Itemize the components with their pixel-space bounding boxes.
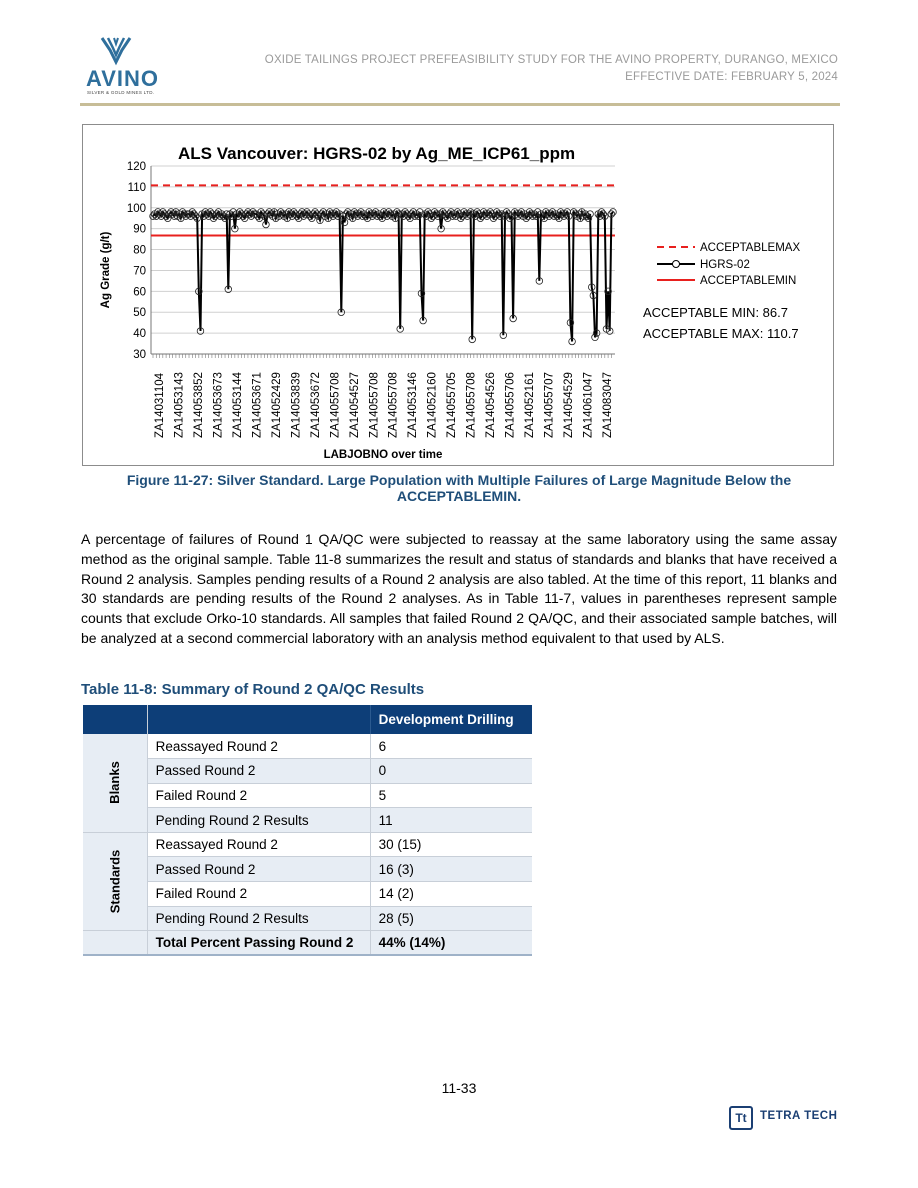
series-line-hgrs-02: [153, 212, 613, 342]
table-row: [83, 882, 532, 907]
row-value: 14 (2): [370, 882, 532, 907]
legend-swatch-marker: [673, 261, 680, 268]
x-tick-label: ZA14055708: [368, 372, 381, 438]
x-tick-label: ZA14053671: [251, 372, 264, 438]
table-total-row: [83, 931, 532, 956]
y-tick-label: 110: [127, 181, 146, 194]
annotation-min: ACCEPTABLE MIN: 86.7: [643, 305, 788, 320]
x-tick-label: ZA14052160: [426, 372, 439, 438]
row-label: Pending Round 2 Results: [147, 906, 370, 931]
running-header: [265, 52, 838, 86]
chart-frame: [82, 124, 834, 466]
group-label-standards: Standards: [83, 832, 147, 930]
annotation-max: ACCEPTABLE MAX: 110.7: [643, 326, 799, 341]
x-tick-label: ZA14054526: [485, 372, 498, 438]
x-tick-label: ZA14053673: [212, 372, 225, 438]
y-axis-label: Ag Grade (g/t): [100, 231, 112, 309]
x-tick-label: ZA14053852: [192, 372, 205, 438]
legend-label: ACCEPTABLEMAX: [700, 242, 801, 254]
x-tick-label: ZA14083047: [602, 372, 614, 438]
row-label: Failed Round 2: [147, 882, 370, 907]
table-row: [83, 734, 532, 759]
table-row: [83, 783, 532, 808]
y-tick-label: 40: [133, 328, 146, 341]
header-rule: [80, 103, 840, 106]
x-tick-label: ZA14054527: [348, 372, 361, 438]
group-label-blanks: Blanks: [83, 734, 147, 832]
logo-subtitle: SILVER & GOLD MINES LTD.: [87, 90, 155, 95]
y-tick-label: 80: [133, 244, 146, 257]
row-value: 0: [370, 759, 532, 784]
table-row: [83, 906, 532, 931]
x-tick-label: ZA14053672: [309, 372, 322, 438]
page-number: 11-33: [441, 1080, 477, 1096]
x-tick-label: ZA14053144: [231, 372, 244, 438]
header-title: OXIDE TAILINGS PROJECT PREFEASIBILITY STUDY FOR THE AVINO PROPERTY, DURANGO, MEXICO: [264, 54, 838, 66]
x-tick-label: ZA14053143: [173, 372, 186, 438]
row-label: Passed Round 2: [147, 759, 370, 784]
row-value: 16 (3): [370, 857, 532, 882]
row-label: Pending Round 2 Results: [147, 808, 370, 833]
column-header-development: Development Drilling: [370, 705, 532, 734]
y-tick-label: 120: [126, 161, 146, 173]
y-tick-label: 50: [133, 307, 146, 320]
y-tick-label: 90: [133, 223, 146, 236]
data-point: [610, 209, 617, 216]
legend-label: ACCEPTABLEMIN: [700, 275, 797, 287]
row-label: Passed Round 2: [147, 857, 370, 882]
row-label: Failed Round 2: [147, 783, 370, 808]
table-header-row: [83, 705, 532, 734]
y-tick-label: 100: [126, 202, 146, 215]
table-row: [83, 832, 532, 857]
y-tick-label: 30: [133, 349, 146, 361]
x-tick-label: ZA14053839: [290, 372, 303, 438]
x-tick-label: ZA14055705: [446, 372, 459, 438]
total-value: 44% (14%): [370, 931, 532, 956]
logo-wordmark: AVINO: [86, 66, 160, 91]
table-row: [83, 808, 532, 833]
row-value: 30 (15): [370, 832, 532, 857]
chart-title: ALS Vancouver: HGRS-02 by Ag_ME_ICP61_ppm: [178, 144, 576, 163]
qa-summary-table: [83, 705, 532, 956]
x-tick-label: ZA14055707: [543, 372, 556, 438]
x-tick-label: ZA14052161: [524, 372, 537, 438]
x-tick-label: ZA14055708: [329, 372, 342, 438]
table-row: [83, 857, 532, 882]
row-value: 5: [370, 783, 532, 808]
company-logo: [96, 36, 136, 66]
y-tick-label: 60: [133, 286, 146, 299]
tetra-tech-wordmark: TETRA TECH: [760, 1110, 838, 1122]
row-value: 28 (5): [370, 906, 532, 931]
total-label: Total Percent Passing Round 2: [147, 931, 370, 956]
x-tick-label: ZA14052429: [270, 372, 283, 438]
table-row: [83, 759, 532, 784]
legend-label: HGRS-02: [700, 259, 750, 271]
row-value: 6: [370, 734, 532, 759]
body-paragraph: A percentage of failures of Round 1 QA/QC were subjected to reassay at the same laboratory using the same assay method as the original sample. Table 11-8 summarizes the result and status of standards and blanks that have received a Round 2 analysis. Samples pending results of a Round 2 analysis are also tabled. At the time of this report, 11 blanks and 30 standards are pending results of the Round 2 analyses. As in Table 11-7, values in parentheses represent sample counts that exclude Orko-10 standards. All samples that failed Round 2 QA/QC, and their associated sample batches, will be analyzed at a second commercial laboratory with an analysis method equivalent to that used by ALS.: [81, 531, 837, 646]
figure-caption: Figure 11-27: Silver Standard. Large Population with Multiple Failures of Large Magnitude Below the ACCEPTABLEMIN.: [126, 472, 792, 504]
table-title: Table 11-8: Summary of Round 2 QA/QC Results: [81, 681, 425, 698]
header-date: EFFECTIVE DATE: FEBRUARY 5, 2024: [625, 71, 838, 83]
x-axis-label: LABJOBNO over time: [323, 449, 443, 461]
tetra-tech-logo: Tt: [729, 1106, 753, 1130]
x-tick-label: ZA14055708: [465, 372, 478, 438]
line-chart: [83, 125, 833, 465]
x-tick-label: ZA14054529: [563, 372, 576, 438]
row-value: 11: [370, 808, 532, 833]
x-tick-label: ZA14055706: [504, 372, 517, 438]
row-label: Reassayed Round 2: [147, 734, 370, 759]
y-tick-label: 70: [133, 265, 146, 278]
row-label: Reassayed Round 2: [147, 832, 370, 857]
x-tick-label: ZA14031104: [154, 372, 166, 438]
x-tick-label: ZA14053146: [407, 372, 420, 438]
x-tick-label: ZA14055708: [387, 372, 400, 438]
x-tick-label: ZA14061047: [582, 372, 595, 438]
